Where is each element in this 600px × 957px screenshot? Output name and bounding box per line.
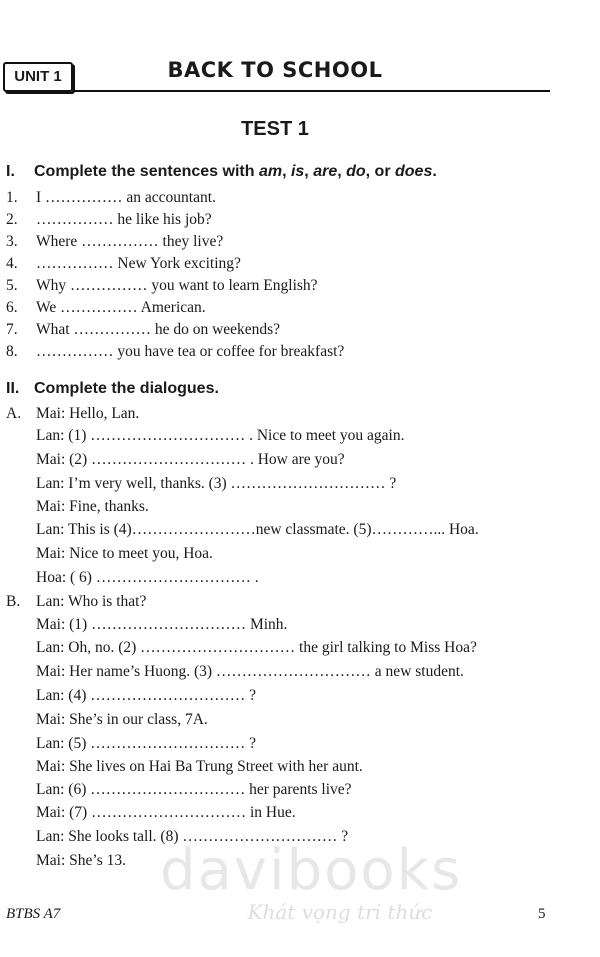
dialogue-line: Lan: (1) ………………………… . Nice to meet you again. [36, 427, 405, 444]
section2-instruction: Complete the dialogues. [34, 380, 219, 397]
dialogue-label: B. [6, 593, 21, 610]
sentence-item: Why …………… you want to learn English? [36, 277, 318, 294]
dialogue-line: Lan: (6) ………………………… her parents live? [36, 781, 352, 798]
footer-book-code: BTBS A7 [6, 906, 61, 922]
dialogue-line: Lan: (4) ………………………… ? [36, 687, 256, 704]
dialogue-line: Mai: Her name’s Huong. (3) ………………………… a new student. [36, 663, 464, 680]
item-number: 2. [6, 211, 18, 228]
option-am: am [258, 163, 283, 180]
sep: , [337, 163, 347, 180]
dialogue-line: Mai: She lives on Hai Ba Trung Street with her aunt. [36, 758, 363, 775]
dialogue-line: Mai: (7) ………………………… in Hue. [36, 804, 296, 821]
dialogue-line: Mai: (1) ………………………… Minh. [36, 616, 288, 633]
page-header [0, 0, 600, 100]
section2-roman: II. [6, 380, 20, 397]
item-number: 1. [6, 189, 18, 206]
item-number: 6. [6, 299, 18, 316]
dialogue-line: Mai: She’s in our class, 7A. [36, 711, 208, 728]
dialogue-line: Lan: Oh, no. (2) ………………………… the girl talking to Miss Hoa? [36, 639, 477, 656]
sentence-item: …………… he like his job? [36, 211, 212, 228]
dialogue-line: Mai: Hello, Lan. [36, 405, 140, 422]
dialogue-label: A. [6, 405, 22, 422]
item-number: 4. [6, 255, 18, 272]
sentence-item: Where …………… they live? [36, 233, 224, 250]
section1-prefix: Complete the sentences with [34, 163, 259, 180]
dialogue-line: Hoa: ( 6) ………………………… . [36, 569, 259, 586]
test-title: TEST 1 [241, 118, 309, 140]
unit-label: UNIT 1 [3, 62, 73, 92]
sep: , [304, 163, 314, 180]
dialogue-line: Lan: I’m very well, thanks. (3) ………………………… ? [36, 475, 397, 492]
sep: . [432, 163, 437, 180]
unit-title: BACK TO SCHOOL [167, 58, 383, 82]
sentence-item: …………… you have tea or coffee for breakfast? [36, 343, 345, 360]
item-number: 8. [6, 343, 18, 360]
option-are: are [313, 163, 338, 180]
dialogue-line: Mai: She’s 13. [36, 852, 126, 869]
item-number: 7. [6, 321, 18, 338]
dialogue-line: Lan: This is (4)……………………new classmate. (5)…………... Hoa. [36, 521, 479, 538]
header-rule [74, 90, 550, 92]
dialogue-line: Mai: Fine, thanks. [36, 498, 149, 515]
section1-roman: I. [6, 163, 15, 180]
sentence-item: …………… New York exciting? [36, 255, 241, 272]
option-is: is [290, 163, 305, 180]
section1-heading [6, 163, 437, 181]
page-number: 5 [538, 906, 546, 922]
dialogue-line: Lan: She looks tall. (8) ………………………… ? [36, 828, 349, 845]
item-number: 3. [6, 233, 18, 250]
dialogue-line: Lan: (5) ………………………… ? [36, 735, 256, 752]
sentence-item: What …………… he do on weekends? [36, 321, 281, 338]
option-do: do [346, 163, 366, 180]
option-does: does [395, 163, 433, 180]
sentence-item: I …………… an accountant. [36, 189, 216, 206]
item-number: 5. [6, 277, 18, 294]
dialogue-line: Mai: Nice to meet you, Hoa. [36, 545, 213, 562]
sep: , [282, 163, 291, 180]
dialogue-line: Lan: Who is that? [36, 593, 147, 610]
watermark-slogan: Khát vọng tri thức [247, 900, 433, 924]
sentence-item: We …………… American. [36, 299, 206, 316]
section2-heading [6, 380, 219, 398]
sep: , or [365, 163, 395, 180]
dialogue-line: Mai: (2) ………………………… . How are you? [36, 451, 345, 468]
watermark-brand: davibooks [160, 838, 463, 903]
